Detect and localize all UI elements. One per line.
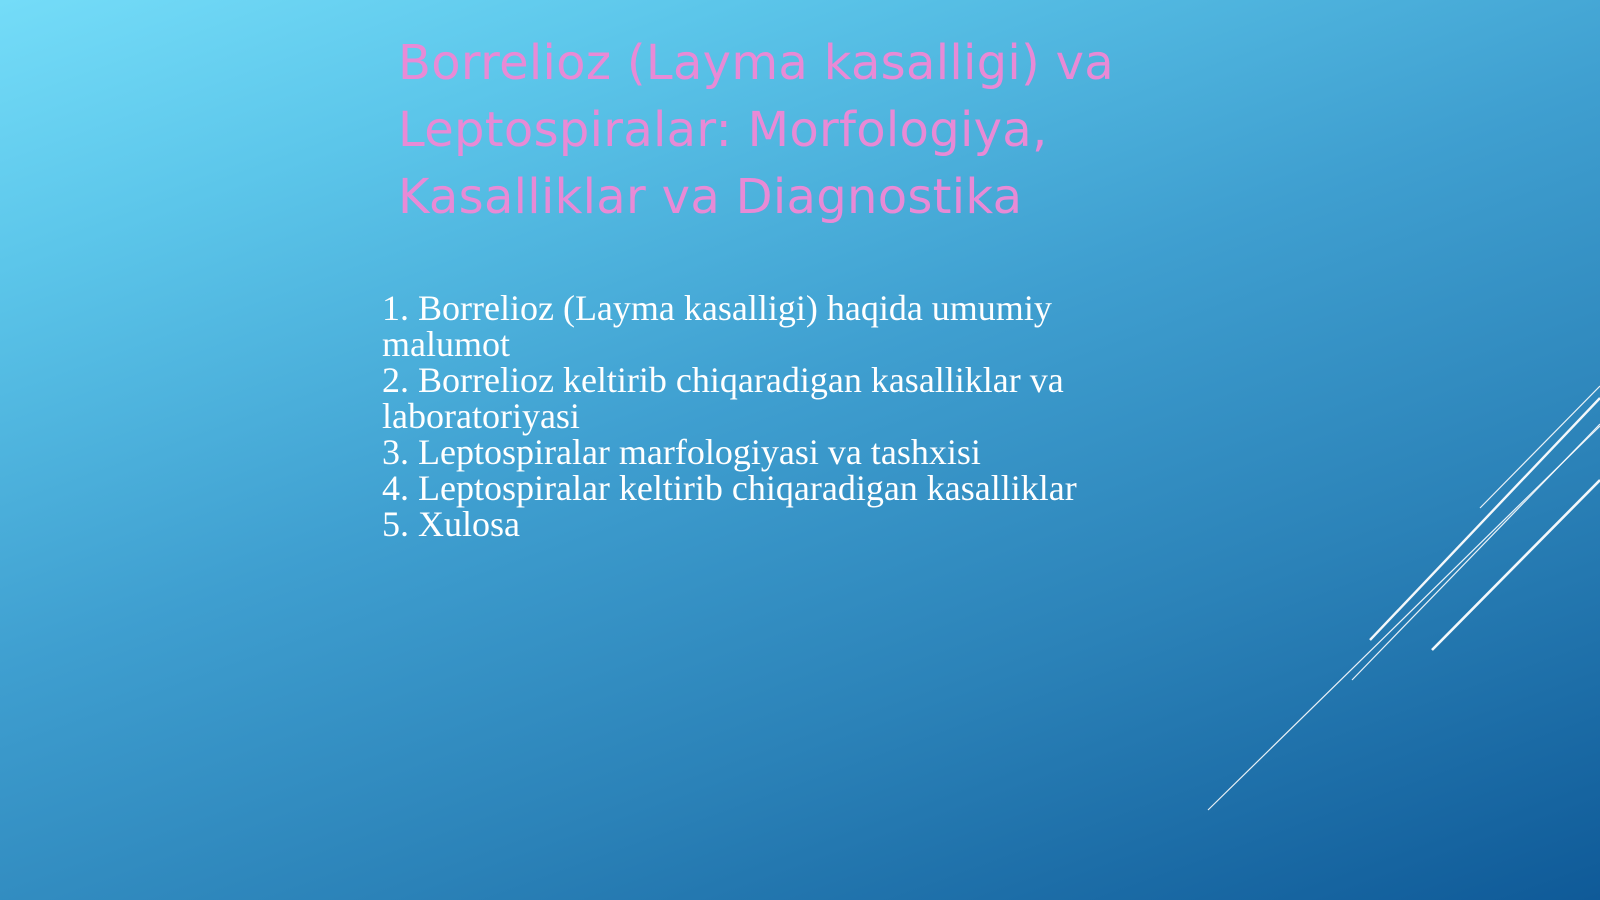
decor-line-2	[1370, 398, 1600, 640]
agenda-item-3: 3. Leptospiralar marfologiyasi va tashxisi	[382, 432, 981, 472]
decor-line-5	[1208, 426, 1600, 810]
agenda-list	[382, 290, 1162, 542]
decor-line-1	[1480, 386, 1600, 508]
slide-title: Borrelioz (Layma kasalligi) va Leptospiralar: Morfologiya, Kasalliklar va Diagnostika	[398, 35, 1115, 225]
agenda-item-5: 5. Xulosa	[382, 504, 520, 544]
decor-line-4	[1432, 480, 1600, 650]
decor-line-3	[1352, 424, 1600, 680]
agenda-item-2: 2. Borrelioz keltirib chiqaradigan kasalliklar va laboratoriyasi	[382, 360, 1064, 436]
agenda-item-4: 4. Leptospiralar keltirib chiqaradigan kasalliklar	[382, 468, 1077, 508]
agenda-item-1: 1. Borrelioz (Layma kasalligi) haqida umumiy malumot	[382, 288, 1052, 364]
